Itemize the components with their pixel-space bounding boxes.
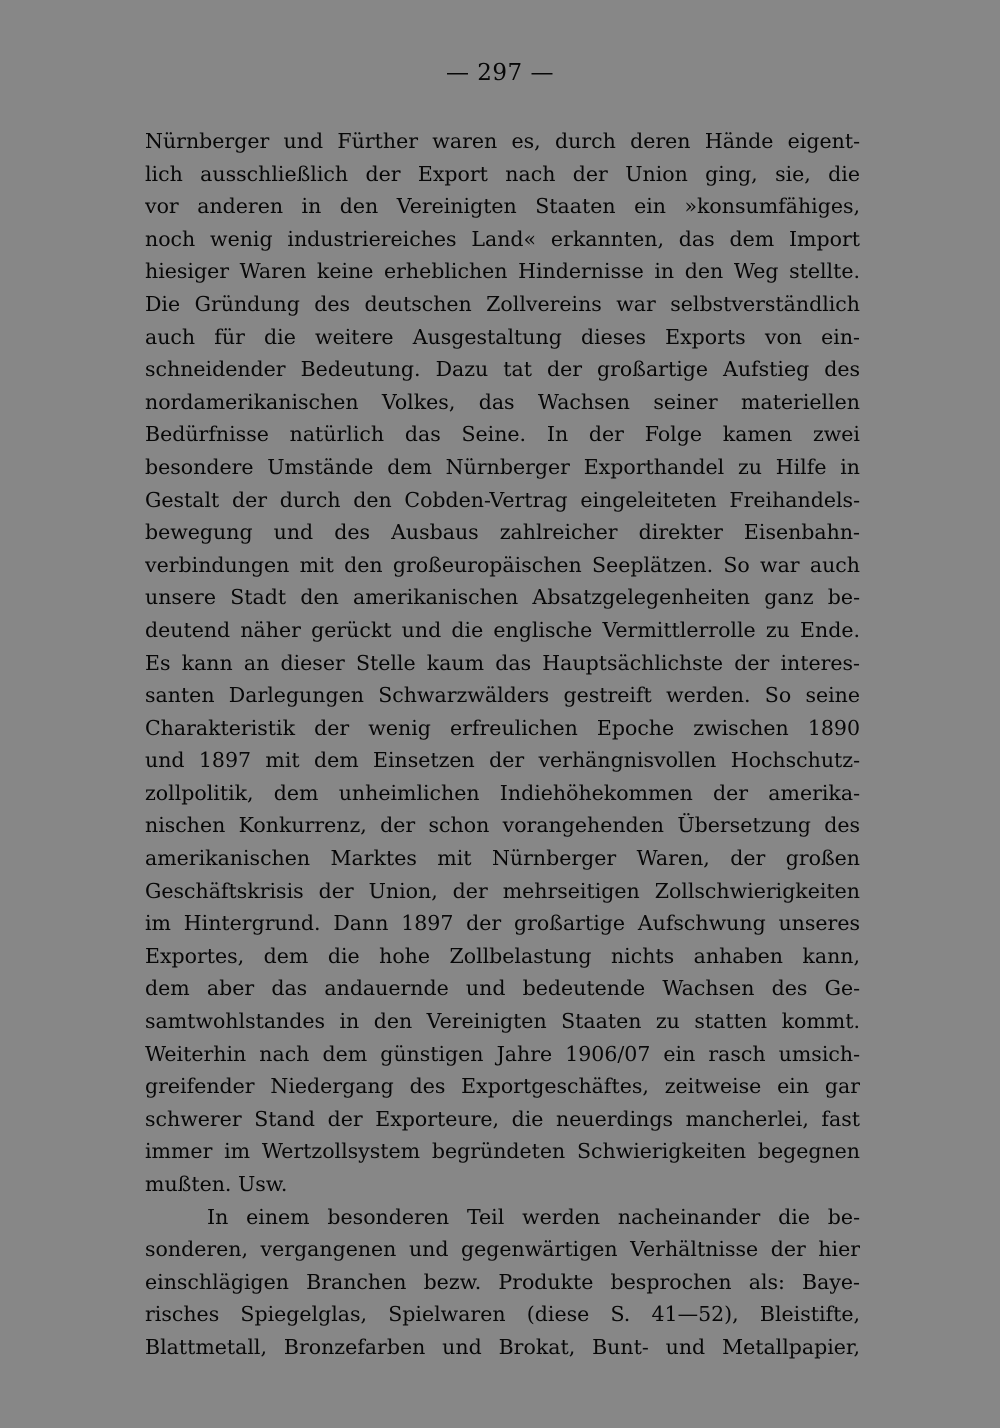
text-line: unsere Stadt den amerikanischen Absatzgelegenheiten ganz be- [145, 585, 860, 610]
text-line: auch für die weitere Ausgestaltung dieses Exports von ein- [145, 324, 860, 349]
text-line: Gestalt der durch den Cobden-Vertrag eingeleiteten Freihandels- [145, 487, 860, 512]
text-line: vor anderen in den Vereinigten Staaten ein »konsumfähiges, [145, 194, 860, 219]
text-line: amerikanischen Marktes mit Nürnberger Waren, der großen [145, 846, 860, 871]
text-line: deutend näher gerückt und die englische Vermittlerrolle zu Ende. [145, 617, 860, 642]
paragraph-1 [145, 125, 860, 1201]
text-line: santen Darlegungen Schwarzwälders gestreift werden. So seine [145, 683, 860, 708]
text-line: immer im Wertzollsystem begründeten Schwierigkeiten begegnen [145, 1139, 860, 1164]
text-line: In einem besonderen Teil werden nacheinander die be- [207, 1204, 860, 1229]
text-line: Nürnberger und Fürther waren es, durch deren Hände eigent- [145, 129, 860, 153]
text-line: risches Spiegelglas, Spielwaren (diese S. 41—52), Bleistifte, [145, 1302, 860, 1327]
text-line: bewegung und des Ausbaus zahlreicher direkter Eisenbahn- [145, 520, 860, 545]
text-line: und 1897 mit dem Einsetzen der verhängnisvollen Hochschutz- [145, 748, 860, 773]
text-line: lich ausschließlich der Export nach der Union ging, sie, die [145, 161, 860, 186]
text-line: samtwohlstandes in den Vereinigten Staaten zu statten kommt. [145, 1009, 860, 1034]
text-line: mußten. Usw. [145, 1172, 288, 1196]
text-line: Weiterhin nach dem günstigen Jahre 1906/07 ein rasch umsich- [145, 1041, 860, 1066]
text-line: schwerer Stand der Exporteure, die neuerdings mancherlei, fast [145, 1106, 860, 1131]
text-line: greifender Niedergang des Exportgeschäftes, zeitweise ein gar [145, 1074, 860, 1099]
body-text [145, 125, 860, 1364]
text-line: einschlägigen Branchen bezw. Produkte besprochen als: Baye- [145, 1269, 860, 1294]
text-line: sonderen, vergangenen und gegenwärtigen Verhältnisse der hier [145, 1237, 860, 1262]
text-line: Bedürfnisse natürlich das Seine. In der Folge kamen zwei [145, 422, 860, 447]
text-line: Geschäftskrisis der Union, der mehrseitigen Zollschwierigkeiten [145, 878, 860, 903]
text-line: schneidender Bedeutung. Dazu tat der großartige Aufstieg des [145, 357, 860, 382]
text-line: zollpolitik, dem unheimlichen Indiehöhekommen der amerika- [145, 780, 860, 805]
paragraph-2 [145, 1201, 860, 1364]
text-line: Charakteristik der wenig erfreulichen Epoche zwischen 1890 [145, 715, 860, 740]
text-line: nordamerikanischen Volkes, das Wachsen seiner materiellen [145, 389, 860, 414]
text-line: besondere Umstände dem Nürnberger Exporthandel zu Hilfe in [145, 454, 860, 479]
text-line: im Hintergrund. Dann 1897 der großartige Aufschwung unseres [145, 911, 860, 936]
text-line: dem aber das andauernde und bedeutende Wachsen des Ge- [145, 976, 860, 1001]
text-line: verbindungen mit den großeuropäischen Seeplätzen. So war auch [145, 552, 860, 577]
text-line: nischen Konkurrenz, der schon vorangehenden Übersetzung des [145, 813, 860, 838]
page-number-header: — 297 — [445, 60, 555, 86]
text-line: Blattmetall, Bronzefarben und Brokat, Bunt- und Metallpapier, [145, 1334, 860, 1359]
text-line: noch wenig industriereiches Land« erkannten, das dem Import [145, 226, 860, 251]
text-line: hiesiger Waren keine erheblichen Hindernisse in den Weg stellte. [145, 259, 860, 284]
text-line: Die Gründung des deutschen Zollvereins war selbstverständlich [145, 291, 860, 316]
text-line: Exportes, dem die hohe Zollbelastung nichts anhaben kann, [145, 943, 860, 968]
text-line: Es kann an dieser Stelle kaum das Hauptsächlichste der interes- [145, 650, 860, 675]
